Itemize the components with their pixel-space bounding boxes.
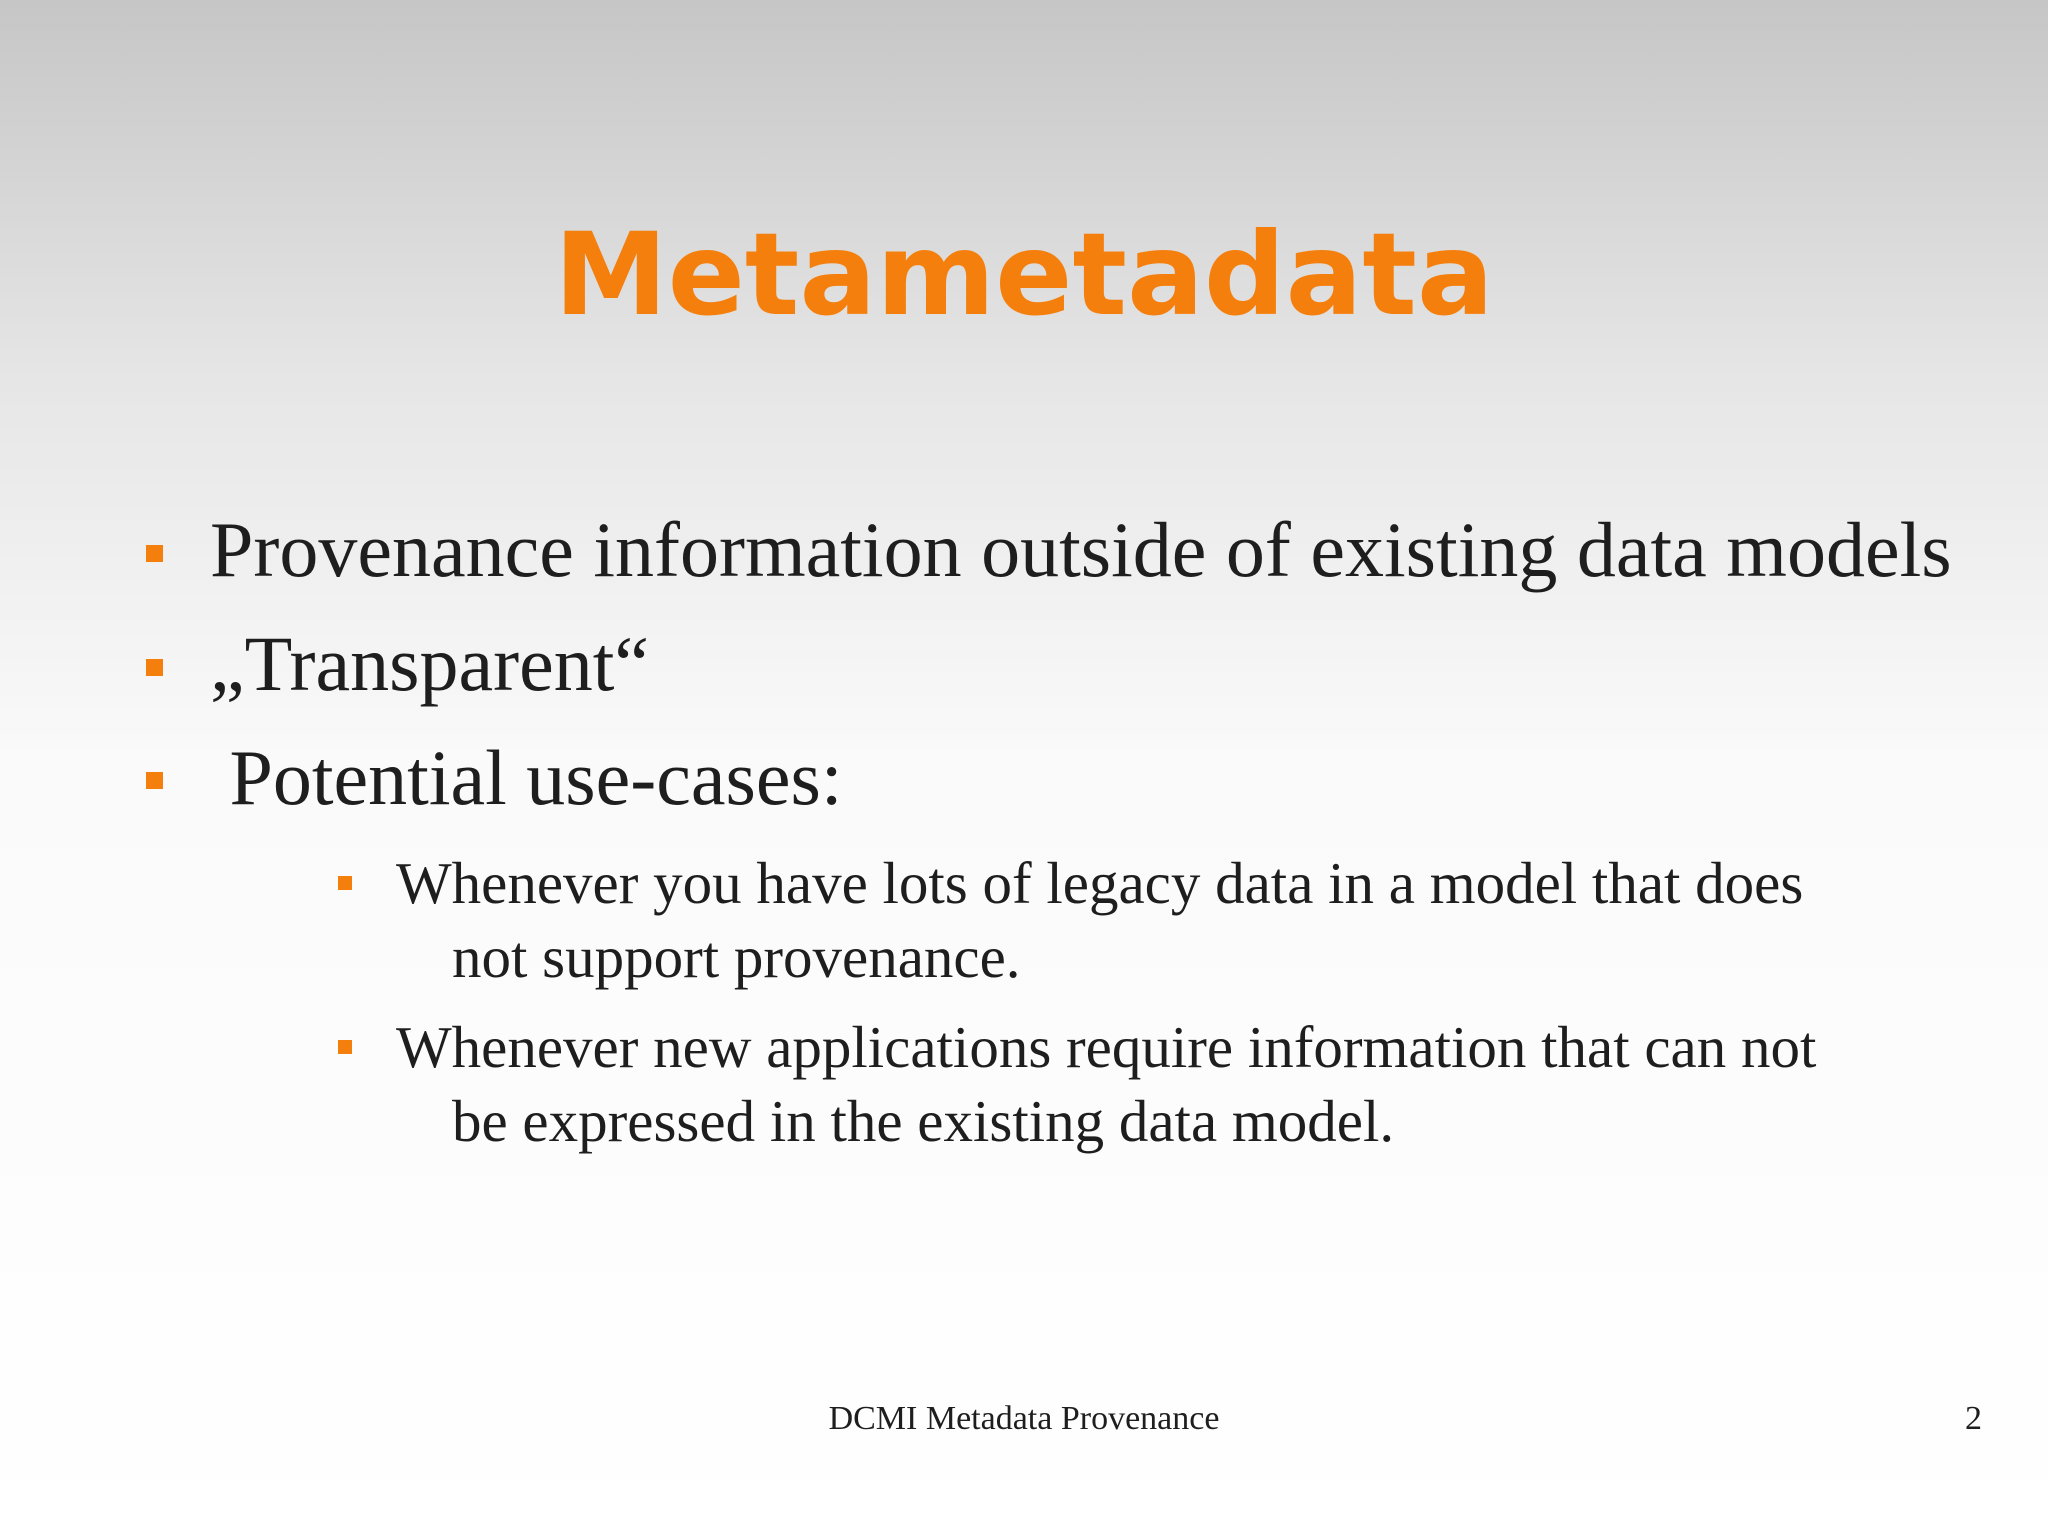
bullet-marker-1 xyxy=(146,545,163,562)
slide-title: Metametadata xyxy=(554,208,1494,341)
footer-title: DCMI Metadata Provenance xyxy=(828,1400,1220,1437)
page-number: 2 xyxy=(1965,1400,1982,1437)
sub-bullet-marker-1 xyxy=(338,876,352,890)
bullet-marker-3 xyxy=(146,772,163,789)
bullet-2: „Transparent“ xyxy=(210,620,649,707)
sub-bullet-1-line-2: not support provenance. xyxy=(452,924,1021,990)
sub-bullet-2 xyxy=(396,1010,1996,1158)
sub-bullet-1-line-1: Whenever you have lots of legacy data in a model that does xyxy=(396,850,1804,916)
sub-bullet-marker-2 xyxy=(338,1040,352,1054)
sub-bullet-2-line-1: Whenever new applications require information that can not xyxy=(396,1014,1817,1080)
bullet-marker-2 xyxy=(146,659,163,676)
bullet-1: Provenance information outside of existing data models xyxy=(210,506,1952,593)
sub-bullet-1 xyxy=(396,846,1996,994)
sub-bullet-2-line-2: be expressed in the existing data model. xyxy=(452,1088,1395,1154)
bullet-3: Potential use-cases: xyxy=(210,734,843,821)
